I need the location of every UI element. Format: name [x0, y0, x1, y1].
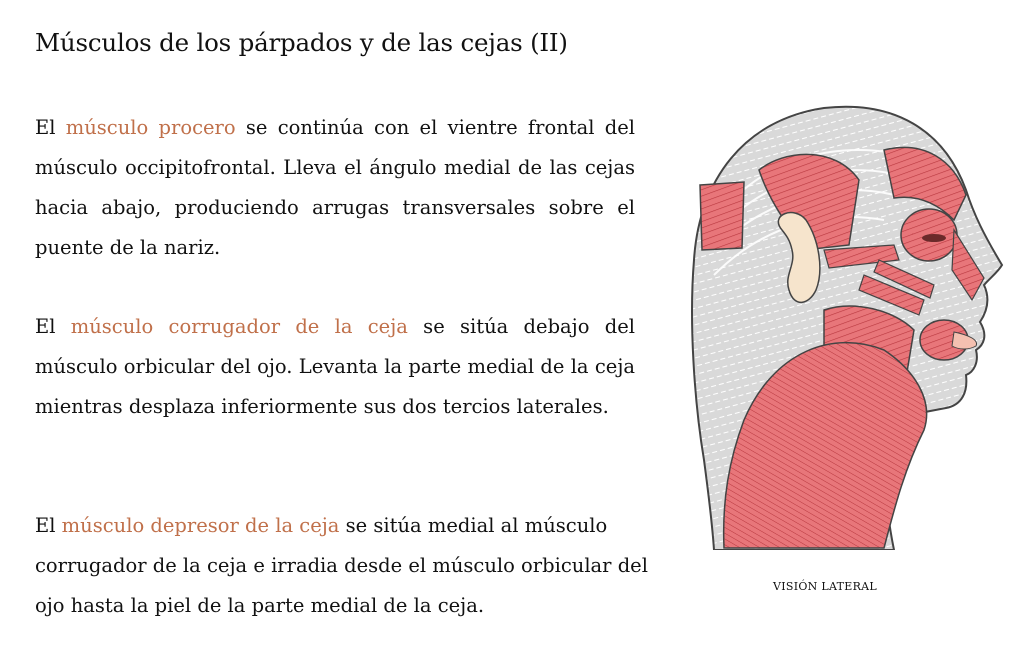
occipital-muscle	[700, 182, 744, 250]
paragraph-text: se sitúa debajo del músculo orbicular del ojo. Levanta la parte medial de la ceja mientras desplaza inferiormente sus dos tercios laterales.	[35, 315, 635, 418]
highlight-procerus: músculo procero	[65, 116, 236, 139]
paragraph-depressor	[35, 506, 655, 626]
head-lateral-view-drawing	[684, 100, 1006, 550]
highlight-corrugator: músculo corrugador de la ceja	[70, 315, 408, 338]
paragraph-prefix: El	[35, 116, 66, 139]
paragraph-corrugator	[35, 307, 635, 427]
paragraph-prefix: El	[35, 514, 62, 537]
paragraph-text: se sitúa medial al músculo corrugador de la ceja e irradia desde el músculo orbicular del ojo hasta la piel de la parte medial de la ceja.	[35, 514, 648, 617]
paragraph-prefix: El	[35, 315, 71, 338]
head-muscles-illustration	[684, 100, 1006, 550]
paragraph-procerus	[35, 108, 635, 268]
page-title: Músculos de los párpados y de las cejas (II)	[35, 28, 568, 57]
eye	[922, 234, 946, 242]
paragraph-text: se continúa con el vientre frontal del músculo occipitofrontal. Lleva el ángulo medial de las cejas hacia abajo, produciendo arrugas transversales sobre el puente de la nariz.	[35, 116, 635, 259]
highlight-depressor: músculo depresor de la ceja	[61, 514, 340, 537]
figure-caption: VISIÓN LATERAL	[772, 580, 878, 593]
